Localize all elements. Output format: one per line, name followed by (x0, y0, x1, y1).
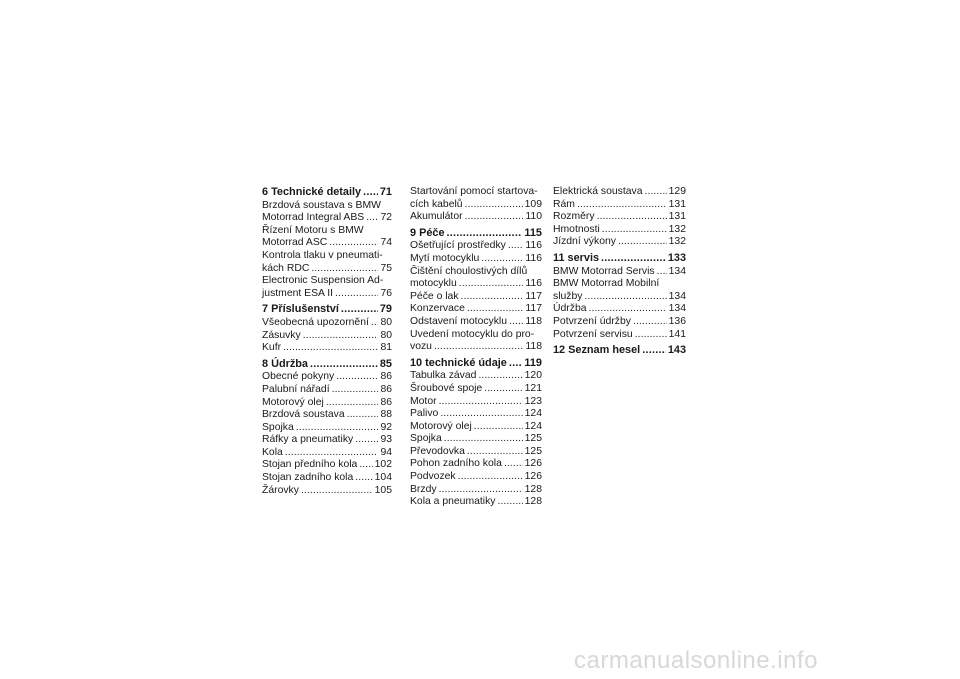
entry-text: Pohon zadního kola (410, 458, 502, 470)
dot-leader (303, 330, 379, 343)
entry-row (553, 199, 686, 212)
dot-leader (459, 278, 524, 291)
entry-row (553, 329, 686, 342)
entry-row (410, 370, 542, 383)
dot-leader (481, 253, 523, 266)
section-title: 11 servis (553, 251, 600, 264)
entry-text: Motorový olej (262, 396, 324, 408)
toc-entry (410, 186, 542, 211)
page-number: 134 (668, 290, 686, 302)
page-number: 125 (524, 433, 542, 445)
dot-leader (642, 344, 666, 357)
entry-row (262, 397, 392, 410)
toc-column-1 (262, 186, 392, 497)
entry-row (262, 384, 392, 397)
dot-leader (332, 384, 379, 397)
dot-leader (465, 211, 524, 224)
page-number: 116 (525, 240, 542, 252)
page-number: 123 (524, 395, 542, 407)
toc-entry (553, 303, 686, 316)
dot-leader (577, 199, 667, 212)
dot-leader (633, 316, 667, 329)
section-heading (410, 357, 542, 370)
entry-text: Kola a pneumatiky (410, 496, 496, 508)
toc-entry (410, 458, 542, 471)
toc-entry (553, 224, 686, 237)
dot-leader (440, 408, 522, 421)
toc-entry (410, 291, 542, 304)
dot-leader (301, 485, 373, 498)
page-number: 102 (374, 459, 392, 471)
dot-leader (467, 446, 523, 459)
page-number: 80 (380, 329, 392, 341)
entry-text: Obecné pokyny (262, 371, 335, 383)
entry-text: Potvrzení údržby (553, 315, 631, 327)
page-number: 86 (380, 383, 392, 395)
entry-row (410, 421, 542, 434)
entry-text-line: Electronic Suspension Ad- (262, 275, 384, 287)
toc-entry (553, 236, 686, 249)
page-number: 118 (525, 341, 542, 353)
page-number: 117 (525, 303, 542, 315)
entry-text: Rozměry (553, 211, 595, 223)
page-number: 71 (379, 186, 392, 198)
section-heading (262, 303, 392, 316)
section-heading (262, 358, 392, 371)
entry-text: Převodovka (410, 445, 465, 457)
page-number: 116 (525, 252, 542, 264)
page-number: 125 (524, 445, 542, 457)
toc-entry (262, 422, 392, 435)
watermark: carmanualsonline.info (574, 647, 818, 674)
toc-entry (553, 329, 686, 342)
page-number: 132 (668, 236, 686, 248)
entry-text: Brzdová soustava (262, 409, 345, 421)
toc-entry (410, 421, 542, 434)
page-number: 79 (379, 303, 392, 316)
entry-text: Jízdní výkony (553, 236, 616, 248)
dot-leader (461, 291, 524, 304)
page-number: 126 (524, 458, 542, 470)
page-number: 116 (525, 278, 542, 290)
entry-text: Potvrzení servisu (553, 328, 633, 340)
toc-entry (262, 409, 392, 422)
section-title: 12 Seznam hesel (553, 344, 641, 357)
entry-text: BMW Motorrad Servis (553, 265, 655, 277)
dot-leader (355, 472, 372, 485)
page-number: 76 (380, 287, 392, 299)
dot-leader (635, 329, 667, 342)
toc-entry (553, 278, 686, 303)
page-number: 133 (667, 251, 686, 264)
entry-row (262, 212, 392, 225)
dot-leader (618, 236, 667, 249)
entry-row (410, 253, 542, 266)
dot-leader (434, 341, 523, 354)
toc-column-2 (410, 186, 542, 509)
toc-entry (262, 250, 392, 275)
dot-leader (458, 471, 523, 484)
toc-entry (410, 370, 542, 383)
toc-entry (262, 342, 392, 355)
entry-row (262, 472, 392, 485)
dot-leader (497, 496, 522, 509)
page-number: 141 (668, 328, 686, 340)
page-number: 134 (668, 303, 686, 315)
page-number: 86 (380, 371, 392, 383)
entry-text: Odstavení motocyklu (410, 315, 508, 327)
entry-text: Ráfky a pneumatiky (262, 434, 354, 446)
page-number: 124 (524, 408, 542, 420)
entry-text: Palivo (410, 408, 439, 420)
toc-entry (410, 471, 542, 484)
dot-leader (310, 358, 378, 371)
entry-text: Elektrická soustava (553, 186, 643, 197)
entry-row (410, 396, 542, 409)
toc-entry (410, 383, 542, 396)
dot-leader (355, 434, 378, 447)
entry-text-line: Startování pomocí startova- (410, 186, 538, 197)
entry-row (410, 278, 542, 291)
entry-text: služby (553, 290, 583, 302)
toc-entry (262, 371, 392, 384)
entry-row (410, 291, 542, 304)
page-number: 121 (524, 382, 542, 394)
entry-row (410, 496, 542, 509)
entry-text: Motorrad ASC (262, 237, 328, 249)
toc-column-3 (553, 186, 686, 358)
entry-row (410, 446, 542, 459)
page-number: 109 (524, 198, 542, 210)
section-title: 7 Příslušenství (262, 303, 339, 316)
entry-row (410, 471, 542, 484)
entry-text: Konzervace (410, 303, 465, 315)
entry-text: Tabulka závad (410, 370, 477, 382)
entry-row (262, 422, 392, 435)
entry-text: Rám (553, 198, 575, 210)
entry-text: kách RDC (262, 262, 310, 274)
entry-row (262, 288, 392, 301)
entry-row (410, 316, 542, 329)
entry-row (553, 224, 686, 237)
dot-leader (283, 342, 378, 355)
entry-row (553, 186, 686, 199)
section-title: 8 Údržba (262, 357, 308, 370)
page-number: 75 (380, 262, 392, 274)
entry-row (262, 371, 392, 384)
toc-entry (262, 447, 392, 460)
toc-entry (410, 396, 542, 409)
page-number: 126 (524, 471, 542, 483)
entry-row (410, 199, 542, 212)
entry-text: Zásuvky (262, 329, 301, 341)
toc-entry (262, 275, 392, 300)
entry-text: Motorový olej (410, 420, 472, 432)
dot-leader (311, 263, 378, 276)
dot-leader (484, 383, 522, 396)
entry-text: Mytí motocyklu (410, 252, 480, 264)
entry-text: Kola (262, 446, 283, 458)
dot-leader (447, 227, 523, 240)
dot-leader (508, 240, 524, 253)
page-number: 119 (524, 356, 542, 369)
dot-leader (465, 199, 523, 212)
toc-entry (262, 472, 392, 485)
dot-leader (474, 421, 523, 434)
toc-entry (262, 459, 392, 472)
page-number: 131 (668, 211, 686, 223)
entry-text: Stojan zadního kola (262, 472, 354, 484)
entry-text: Brzdy (410, 483, 437, 495)
dot-leader (478, 370, 522, 383)
entry-text-line: Čištění choulostivých dílů (410, 265, 528, 277)
entry-row (262, 485, 392, 498)
entry-text: Palubní nářadí (262, 383, 330, 395)
page-number: 81 (380, 342, 392, 354)
entry-row (262, 237, 392, 250)
page-number: 86 (380, 396, 392, 408)
entry-row (410, 484, 542, 497)
entry-row (553, 316, 686, 329)
page-number: 104 (374, 472, 392, 484)
entry-row (553, 303, 686, 316)
section-heading (553, 344, 686, 357)
page-number: 93 (380, 434, 392, 446)
entry-row (410, 303, 542, 316)
toc-entry (262, 225, 392, 250)
page-number: 134 (668, 265, 686, 277)
toc-entry (410, 316, 542, 329)
entry-text: Ošetřující prostředky (410, 240, 506, 252)
toc-entry (553, 199, 686, 212)
page-number: 143 (667, 344, 686, 357)
toc-entry (410, 266, 542, 291)
entry-text-line: Kontrola tlaku v pneumati- (262, 249, 383, 261)
entry-text: Šroubové spoje (410, 382, 483, 394)
dot-leader (584, 291, 666, 304)
entry-text: Akumulátor (410, 211, 463, 223)
entry-row (410, 458, 542, 471)
dot-leader (285, 447, 379, 460)
toc-entry (553, 186, 686, 199)
dot-leader (336, 371, 378, 384)
entry-text: Stojan předního kola (262, 459, 358, 471)
dot-leader (329, 237, 378, 250)
dot-leader (439, 396, 523, 409)
entry-text-line: BMW Motorrad Mobilní (553, 278, 660, 290)
dot-leader (602, 224, 667, 237)
entry-text: Hmotnosti (553, 223, 600, 235)
dot-leader (504, 458, 523, 471)
entry-row (410, 211, 542, 224)
entry-text-line: Uvedení motocyklu do pro- (410, 328, 535, 340)
page-number: 129 (668, 186, 686, 197)
page-number: 74 (380, 237, 392, 249)
entry-text: Motorrad Integral ABS (262, 212, 365, 224)
page-number: 115 (524, 226, 542, 239)
toc-entry (410, 408, 542, 421)
entry-row (410, 408, 542, 421)
entry-row (262, 434, 392, 447)
toc-entry (262, 384, 392, 397)
dot-leader (601, 252, 666, 265)
entry-text: Spojka (262, 421, 294, 433)
entry-row (410, 341, 542, 354)
page-number: 118 (525, 315, 542, 327)
toc-entry (410, 329, 542, 354)
dot-leader (335, 288, 378, 301)
entry-row (553, 291, 686, 304)
section-title: 6 Technické detaily (262, 186, 362, 198)
page-number: 120 (524, 370, 542, 382)
toc-entry (262, 330, 392, 343)
dot-leader (509, 357, 523, 370)
page-number: 128 (524, 483, 542, 495)
toc-entry (410, 433, 542, 446)
toc-entry (410, 240, 542, 253)
page-number: 132 (668, 223, 686, 235)
entry-text-line: Řízení Motoru s BMW (262, 224, 364, 236)
entry-row (262, 342, 392, 355)
page-number: 131 (668, 198, 686, 210)
entry-text: Motor (410, 395, 437, 407)
entry-text: Žárovky (262, 484, 299, 496)
page-number: 124 (524, 420, 542, 432)
entry-text: Spojka (410, 433, 442, 445)
page-number: 80 (380, 316, 392, 328)
entry-row (410, 383, 542, 396)
dot-leader (347, 409, 379, 422)
entry-row (410, 433, 542, 446)
entry-row (553, 211, 686, 224)
page-number: 128 (524, 496, 542, 508)
dot-leader (363, 186, 378, 199)
dot-leader (439, 484, 523, 497)
page-number: 94 (380, 446, 392, 458)
section-title: 9 Péče (410, 226, 445, 239)
dot-leader (341, 303, 378, 316)
toc-entry (410, 303, 542, 316)
dot-leader (509, 316, 523, 329)
section-title: 10 technické údaje (410, 356, 507, 369)
entry-text: Údržba (553, 303, 587, 315)
entry-row (553, 266, 686, 279)
toc-entry (262, 485, 392, 498)
toc-entry (262, 434, 392, 447)
entry-row (262, 317, 392, 330)
toc-entry (553, 316, 686, 329)
dot-leader (326, 397, 379, 410)
page-number: 88 (380, 409, 392, 421)
entry-text: vozu (410, 341, 432, 353)
page-number: 72 (380, 212, 392, 224)
toc-entry (410, 253, 542, 266)
dot-leader (359, 459, 372, 472)
toc-entry (262, 317, 392, 330)
toc-entry (410, 496, 542, 509)
entry-text: Péče o lak (410, 290, 459, 302)
entry-text: Kufr (262, 342, 282, 354)
entry-row (262, 447, 392, 460)
dot-leader (645, 186, 667, 199)
entry-row (262, 263, 392, 276)
entry-row (553, 236, 686, 249)
section-heading (553, 252, 686, 265)
dot-leader (597, 211, 667, 224)
toc-entry (410, 446, 542, 459)
page-number: 105 (374, 484, 392, 496)
toc-entry (410, 211, 542, 224)
page-number: 117 (525, 290, 542, 302)
page-number: 110 (525, 211, 542, 223)
dot-leader (371, 317, 379, 330)
entry-text-line: Brzdová soustava s BMW (262, 199, 381, 211)
dot-leader (589, 303, 667, 316)
entry-text: cích kabelů (410, 198, 463, 210)
page-number: 136 (668, 315, 686, 327)
entry-text: justment ESA II (262, 287, 334, 299)
entry-row (262, 409, 392, 422)
dot-leader (444, 433, 523, 446)
dot-leader (366, 212, 378, 225)
toc-entry (262, 200, 392, 225)
dot-leader (657, 266, 667, 279)
entry-row (410, 240, 542, 253)
entry-text: Všeobecná upozornění (262, 316, 369, 328)
page-number: 92 (380, 421, 392, 433)
toc-entry (262, 397, 392, 410)
entry-row (262, 330, 392, 343)
toc-entry (553, 266, 686, 279)
dot-leader (296, 422, 379, 435)
dot-leader (467, 303, 524, 316)
entry-text: Podvozek (410, 471, 456, 483)
page-number: 85 (379, 357, 392, 370)
toc-entry (553, 211, 686, 224)
entry-row (262, 459, 392, 472)
entry-text: motocyklu (410, 278, 457, 290)
toc-entry (410, 484, 542, 497)
section-heading (410, 227, 542, 240)
section-heading (262, 186, 392, 199)
